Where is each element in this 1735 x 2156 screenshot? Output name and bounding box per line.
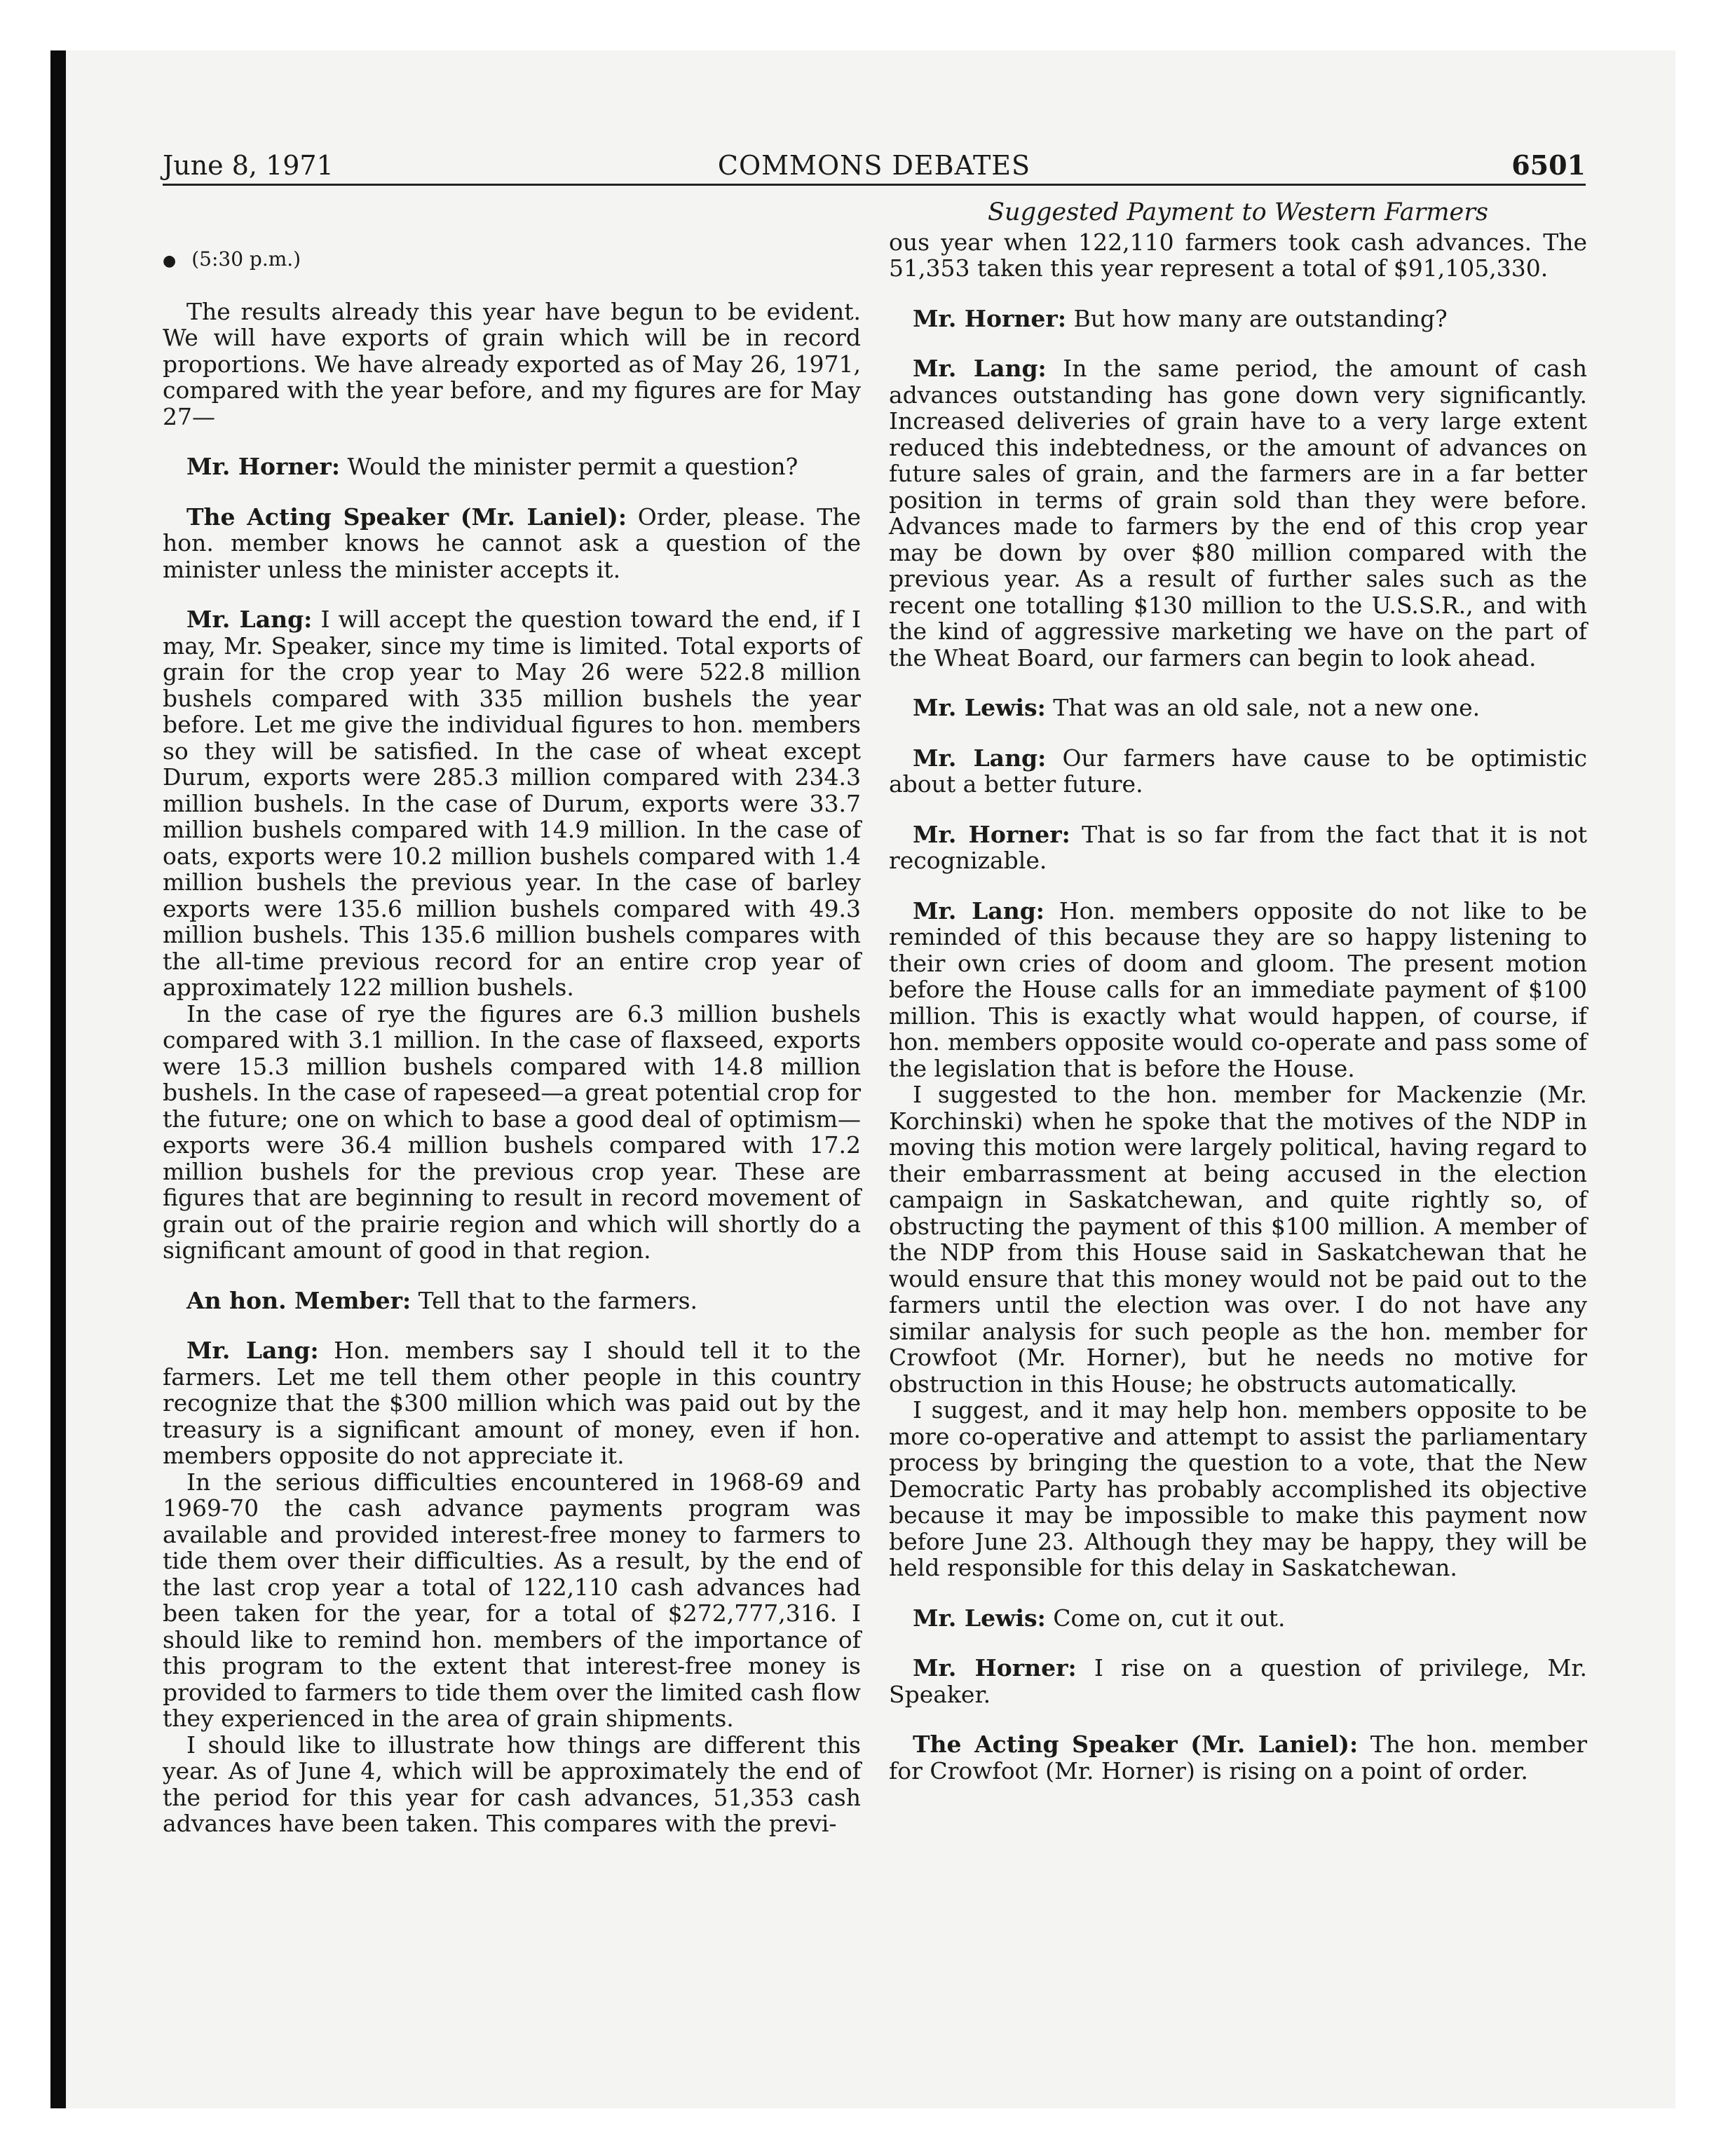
paragraph bbox=[163, 299, 861, 430]
paragraph-text: The results already this year have begun to be evident. We will have exports of grain which will be in record proportions. We have already exported as of May 26, 1971, compared with the year before, and my figures are for May 27— bbox=[163, 297, 861, 430]
paragraph bbox=[163, 1001, 861, 1264]
paragraph-text: Come on, cut it out. bbox=[1053, 1604, 1286, 1632]
paragraph bbox=[889, 1082, 1587, 1397]
header-date: June 8, 1971 bbox=[163, 150, 334, 181]
speaker-name: Mr. Lang: bbox=[913, 355, 1047, 382]
right-column bbox=[889, 200, 1587, 1784]
bullet-icon: ● bbox=[163, 252, 177, 270]
speaker-name: Mr. Lewis: bbox=[913, 694, 1046, 721]
paragraph bbox=[889, 898, 1587, 1082]
paragraph-text: Would the minister permit a question? bbox=[347, 453, 798, 480]
paragraph-text: I should like to illustrate how things are different this year. As of June 4, which will be approximately the end of the period for this year for cash advances, 51,353 cash advances have been taken. This compares with the previ- bbox=[163, 1731, 861, 1837]
paragraph bbox=[163, 1732, 861, 1837]
paragraph bbox=[163, 453, 861, 480]
paragraph bbox=[163, 504, 861, 583]
page-header bbox=[163, 147, 1586, 186]
speaker-name: Mr. Horner: bbox=[913, 304, 1066, 332]
speaker-name: Mr. Lang: bbox=[186, 1337, 319, 1364]
paragraph bbox=[163, 1337, 861, 1469]
speaker-name: Mr. Lang: bbox=[186, 606, 313, 633]
paragraph-text: Hon. members say I should tell it to the farmers. Let me tell them other people in this country recognize that the $300 million which was paid out by the treasury is a significant amount of money, even if hon. members opposite do not appreciate it. bbox=[163, 1337, 861, 1469]
speaker-name: Mr. Lewis: bbox=[913, 1604, 1046, 1632]
paragraph-text: Hon. members opposite do not like to be reminded of this because they are so happy listening to their own cries of doom and gloom. The present motion before the House calls for an immediate payment of $100 million. This is exactly what would happen, of course, if hon. members opposite would co-operate and pass some of the legislation that is before the House. bbox=[889, 896, 1587, 1082]
paragraph bbox=[163, 606, 861, 1001]
speaker-name: The Acting Speaker (Mr. Laniel): bbox=[186, 503, 627, 531]
paragraph-text: Order, please. The hon. member knows he cannot ask a question of the minister unless the minister accepts it. bbox=[163, 503, 861, 583]
paragraph-text: I suggest, and it may help hon. members opposite to be more co-operative and attempt to assist the parliamentary process by bringing the question to a vote, that the New Democratic Party has probably accomplished its objective because it may be impossible to make this payment now before June 23. Although they may be happy, they will be held responsible for this delay in Saskatchewan. bbox=[889, 1396, 1587, 1581]
paragraph bbox=[889, 1655, 1587, 1707]
paragraph-text: In the serious difficulties encountered in 1968-69 and 1969-70 the cash advance payments program was available and provided interest-free money to farmers to tide them over their difficulties. As a result, by the end of the last crop year a total of 122,110 cash advances had been taken for the year, for a total of $272,777,316. I should like to remind hon. members of the importance of this program to the extent that interest-free money is provided to farmers to tide them over the limited cash flow they experienced in the area of grain shipments. bbox=[163, 1468, 861, 1732]
paragraph-text: Our farmers have cause to be optimistic about a better future. bbox=[889, 744, 1587, 798]
paragraph bbox=[889, 229, 1587, 282]
paragraph-text: The hon. member for Crowfoot (Mr. Horner) is rising on a point of order. bbox=[889, 1731, 1587, 1785]
time-stamp bbox=[163, 246, 861, 275]
speaker-name: Mr. Horner: bbox=[186, 453, 340, 480]
header-page-number: 6501 bbox=[1511, 149, 1586, 181]
paragraph bbox=[889, 1397, 1587, 1581]
header-publication: COMMONS DEBATES bbox=[717, 150, 1031, 181]
speaker-name: Mr. Lang: bbox=[913, 744, 1047, 772]
section-heading: Suggested Payment to Western Farmers bbox=[988, 198, 1488, 226]
paragraph bbox=[889, 1731, 1587, 1784]
speaker-name: An hon. Member: bbox=[186, 1286, 411, 1314]
speaker-name: Mr. Lang: bbox=[913, 896, 1045, 925]
time-stamp-text: (5:30 p.m.) bbox=[191, 247, 301, 271]
paragraph-text: But how many are outstanding? bbox=[1073, 304, 1448, 332]
paragraph-text: I suggested to the hon. member for Mackenzie (Mr. Korchinski) when he spoke that the motives of the NDP in moving this motion were largely political, having regard to their embarrassment at being accused in the election campaign in Saskatchewan, and quite rightly so, of obstructing the payment of this $100 million. A member of the NDP from this House said in Saskatchewan that he would ensure that this money would not be paid out to the farmers until the election was over. I do not have any similar analysis for such people as the hon. member for Crowfoot (Mr. Horner), but he needs no motive for obstruction in this House; he obstructs automatically. bbox=[889, 1081, 1587, 1398]
paragraph-text: In the same period, the amount of cash advances outstanding has gone down very significantly. Increased deliveries of grain have to a very large extent reduced this indebtedness, or the amount of advances on future sales of grain, and the farmers are in a far better position in terms of grain sold than they were before. Advances made to farmers by the end of this crop year may be down by over $80 million compared with the previous year. As a result of further sales such as the recent one totalling $130 million to the U.S.S.R., and with the kind of aggressive marketing we have on the part of the Wheat Board, our farmers can begin to look ahead. bbox=[889, 355, 1587, 671]
paragraph-text: I rise on a question of privilege, Mr. Speaker. bbox=[889, 1654, 1587, 1708]
paragraph bbox=[889, 745, 1587, 798]
paragraph bbox=[889, 695, 1587, 721]
paragraph-text: In the case of rye the figures are 6.3 million bushels compared with 3.1 million. In the case of flaxseed, exports were 15.3 million bushels compared with 14.8 million bushels. In the case of rapeseed—a great potential crop for the future; one on which to base a good deal of optimism—exports were 36.4 million bushels compared with 17.2 million bushels for the previous crop year. These are figures that are beginning to result in record movement of grain out of the prairie region and which will shortly do a significant amount of good in that region. bbox=[163, 999, 861, 1264]
paragraph bbox=[889, 355, 1587, 671]
speaker-name: Mr. Horner: bbox=[913, 820, 1070, 848]
paragraph bbox=[163, 1288, 861, 1314]
paragraph-text: Tell that to the farmers. bbox=[418, 1286, 698, 1314]
left-column bbox=[163, 200, 861, 1837]
paragraph-text: That is so far from the fact that it is not recognizable. bbox=[889, 820, 1587, 874]
paragraph bbox=[889, 306, 1587, 332]
speaker-name: The Acting Speaker (Mr. Laniel): bbox=[913, 1731, 1359, 1758]
speaker-name: Mr. Horner: bbox=[913, 1654, 1077, 1681]
paragraph-text: I will accept the question toward the end, if I may, Mr. Speaker, since my time is limited. Total exports of grain for the crop year to May 26 were 522.8 million bushels compared with 335 million bushels the year before. Let me give the individual figures to hon. members so they will be satisfied. In the case of wheat except Durum, exports were 285.3 million compared with 234.3 million bushels. In the case of Durum, exports were 33.7 million bushels compared with 14.9 million. In the case of oats, exports were 10.2 million bushels compared with 1.4 million bushels the previous year. In the case of barley exports were 135.6 million bushels compared with 49.3 million bushels. This 135.6 million bushels compares with the all-time previous record for an entire crop year of approximately 122 million bushels. bbox=[163, 606, 861, 1001]
paragraph bbox=[163, 1469, 861, 1732]
paragraph bbox=[889, 821, 1587, 874]
paragraph-text: ous year when 122,110 farmers took cash advances. The 51,353 taken this year represent a total of $91,105,330. bbox=[889, 228, 1587, 282]
paragraph-text: That was an old sale, not a new one. bbox=[1053, 694, 1481, 721]
paragraph bbox=[889, 1605, 1587, 1632]
